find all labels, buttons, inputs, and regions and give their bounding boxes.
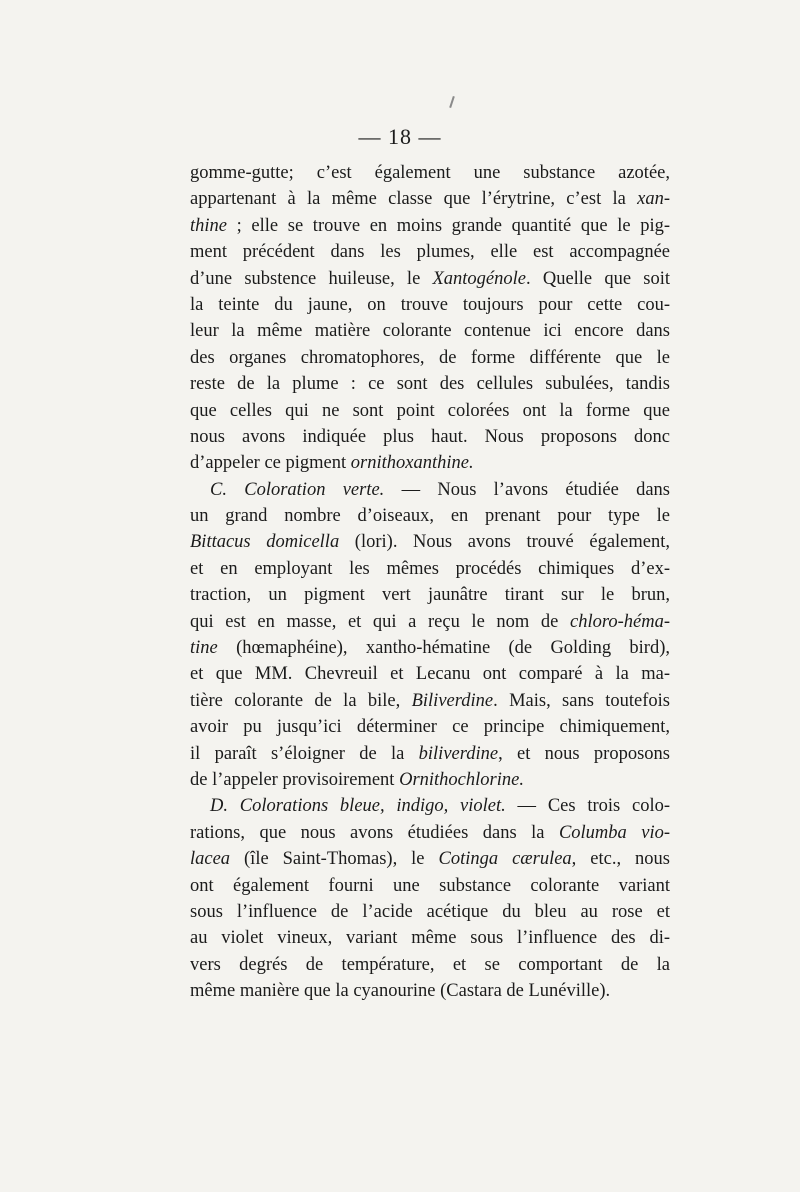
italic-text: Biliverdine [411, 690, 494, 711]
text-segment: que celles qui ne sont point colorées ont la forme que [190, 400, 670, 421]
text-segment: rations, que nous avons étudiées dans la [190, 822, 559, 843]
text-segment: (hœmaphéine), xantho-hématine (de Golding bird), [217, 638, 670, 659]
text-segment: leur la même matière colorante contenue ici encore dans [190, 321, 670, 342]
text-segment: de l’appeler provisoirement [190, 769, 400, 790]
text-line [190, 793, 670, 819]
text-line [190, 345, 670, 371]
text-segment: des organes chromatophores, de forme différente que le [190, 347, 670, 368]
text-segment: — Ces trois colo- [505, 796, 671, 817]
text-line [190, 899, 670, 925]
text-segment: . Mais, sans toutefois [493, 690, 670, 711]
text-line [190, 160, 670, 186]
italic-text: D. Colorations bleue, indigo, violet. [210, 796, 506, 817]
text-segment: sous l’influence de l’acide acétique du bleu au rose et [190, 901, 670, 922]
text-line [190, 424, 670, 450]
text-line [190, 450, 670, 476]
text-segment: , etc., nous [571, 849, 670, 870]
text-line [190, 978, 670, 1004]
body-text [190, 160, 670, 1005]
text-segment: ment précédent dans les plumes, elle est accompagnée [190, 242, 670, 263]
italic-text: lacea [190, 849, 231, 870]
italic-text: tine [190, 638, 218, 659]
text-segment: nous avons indiquée plus haut. Nous proposons donc [190, 426, 670, 447]
text-line [190, 371, 670, 397]
italic-text: xan- [637, 189, 670, 210]
text-line [190, 873, 670, 899]
text-segment: et que MM. Chevreuil et Lecanu ont comparé à la ma- [190, 664, 670, 685]
text-line [190, 661, 670, 687]
text-segment: d’appeler ce pigment [190, 453, 351, 474]
stray-ink-mark [449, 96, 455, 108]
text-line [190, 556, 670, 582]
text-segment: un grand nombre d’oiseaux, en prenant pour type le [190, 506, 670, 527]
italic-text: Columba vio- [558, 822, 671, 843]
italic-text: Xantogénole [432, 268, 526, 289]
text-segment: il paraît s’éloigner de la [190, 743, 419, 764]
text-segment: , et nous proposons [498, 743, 670, 764]
text-line [190, 952, 670, 978]
italic-text: biliverdine [418, 743, 499, 764]
text-line [190, 292, 670, 318]
text-line [190, 477, 670, 503]
text-line [190, 688, 670, 714]
text-segment: — Nous l’avons étudiée dans [384, 479, 670, 500]
text-segment: avoir pu jusqu’ici déterminer ce principe chimiquement, [190, 717, 670, 738]
italic-text: ornithoxanthine. [350, 453, 474, 474]
text-line [190, 635, 670, 661]
text-line [190, 767, 670, 793]
text-line [190, 529, 670, 555]
text-line [190, 503, 670, 529]
text-segment: ont également fourni une substance colorante variant [190, 875, 670, 896]
italic-text: C. Coloration verte. [210, 479, 385, 500]
text-segment: . Quelle que soit [526, 268, 670, 289]
text-segment: appartenant à la même classe que l’érytrine, c’est la [190, 189, 638, 210]
text-line [190, 213, 670, 239]
text-line [190, 714, 670, 740]
text-segment: la teinte du jaune, on trouve toujours pour cette cou- [190, 294, 670, 315]
text-line [190, 846, 670, 872]
text-segment: (île Saint-Thomas), le [230, 849, 439, 870]
text-segment: vers degrés de température, et se comportant de la [190, 954, 670, 975]
text-line [190, 925, 670, 951]
text-segment: (lori). Nous avons trouvé également, [339, 532, 670, 553]
text-line [190, 741, 670, 767]
italic-text: Cotinga cærulea [438, 849, 572, 870]
text-segment: gomme-gutte; c’est également une substance azotée, [190, 163, 670, 183]
text-segment: même manière que la cyanourine (Castara de Lunéville). [190, 981, 611, 1002]
italic-text: Bittacus domicella [190, 532, 340, 553]
text-line [190, 582, 670, 608]
text-line [190, 186, 670, 212]
italic-text: thine [190, 215, 227, 236]
page-number: — 18 — [358, 124, 442, 149]
text-line [190, 239, 670, 265]
text-line [190, 820, 670, 846]
italic-text: Ornithochlorine. [399, 769, 524, 790]
text-line [190, 398, 670, 424]
italic-text: chloro-héma- [569, 611, 670, 632]
text-segment: d’une substence huileuse, le [190, 268, 433, 289]
text-segment: au violet vineux, variant même sous l’influence des di- [190, 928, 670, 949]
text-segment: reste de la plume : ce sont des cellules subulées, tandis [190, 374, 670, 395]
text-segment: tière colorante de la bile, [190, 690, 412, 711]
text-line [190, 318, 670, 344]
text-line [190, 266, 670, 292]
text-segment: et en employant les mêmes procédés chimiques d’ex- [190, 558, 670, 579]
text-segment: traction, un pigment vert jaunâtre tirant sur le brun, [190, 585, 670, 606]
text-segment: ; elle se trouve en moins grande quantité que le pig- [227, 215, 670, 236]
text-line [190, 609, 670, 635]
text-segment: qui est en masse, et qui a reçu le nom de [190, 611, 570, 632]
